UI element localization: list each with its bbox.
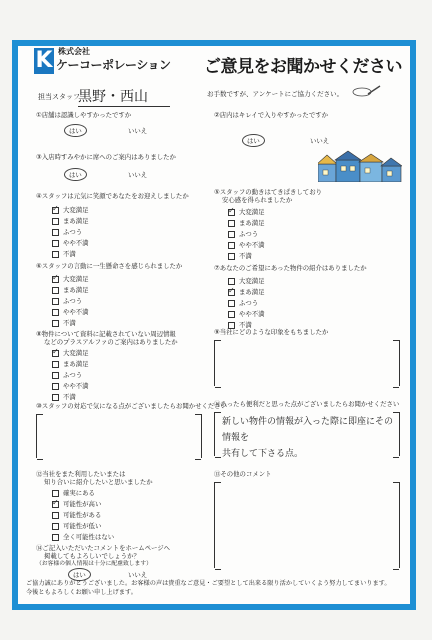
pen-icon — [352, 84, 382, 98]
checkbox-icon[interactable] — [228, 253, 235, 260]
checkbox-icon[interactable] — [228, 311, 235, 318]
checkbox-icon[interactable] — [228, 231, 235, 238]
company-logo: K — [35, 48, 53, 73]
checkbox-checked-icon[interactable] — [228, 289, 235, 296]
checkbox-icon[interactable] — [228, 300, 235, 307]
footer-text: ご協力誠にありがとうございました。お客様の声は貴重なご意見・ご要望として出来る限り活かしていくよう努力してまいります。 今後ともよろしくお願い申し上げます。 — [26, 580, 391, 596]
q4-option[interactable]: やや不満 — [52, 238, 89, 249]
q5-option[interactable]: ✓大変満足 — [228, 207, 265, 218]
q12-option[interactable]: ✓可能性が高い — [52, 499, 114, 510]
checkbox-checked-icon[interactable] — [52, 501, 59, 508]
question-3: ③入店時すみやかに席へのご案内はありましたか — [36, 153, 176, 161]
question-13: ⑬その他のコメント — [214, 470, 272, 478]
q7-option[interactable]: 不満 — [228, 320, 265, 331]
q8-options — [52, 348, 89, 403]
q3-yes[interactable]: はい — [64, 168, 87, 181]
q1-yes[interactable]: はい — [64, 124, 87, 137]
q2-yes[interactable]: はい — [242, 134, 265, 147]
q4-option[interactable]: ふつう — [52, 227, 89, 238]
q5-option[interactable]: ふつう — [228, 229, 265, 240]
q5-options — [228, 207, 265, 262]
q7-option[interactable]: やや不満 — [228, 309, 265, 320]
q12-option[interactable]: 可能性がある — [52, 510, 114, 521]
q9-answer-box[interactable] — [214, 340, 400, 386]
intro-text: お手数ですが、アンケートにご協力ください。 — [207, 90, 344, 98]
q12-option[interactable]: 全く可能性はない — [52, 532, 114, 543]
q7-option[interactable]: ✓まあ満足 — [228, 287, 265, 298]
question-14: ⑭ご記入いただいたコメントをホームページへ 掲載してもよろしいでしょうか？ （お客様の個人情報は十分に配慮致します） — [36, 544, 171, 568]
question-7: ⑦あなたのご希望にあった物件の紹介はありましたか — [214, 264, 367, 272]
checkbox-checked-icon[interactable] — [52, 276, 59, 283]
checkbox-icon[interactable] — [52, 287, 59, 294]
checkbox-icon[interactable] — [52, 298, 59, 305]
q8-option[interactable]: やや不満 — [52, 381, 89, 392]
company-prefix: 株式会社 — [58, 47, 90, 56]
q10-answer-box[interactable] — [36, 414, 202, 458]
q6-option[interactable]: ✓大変満足 — [52, 274, 89, 285]
question-2: ②店内はキレイで入りやすかったですか — [214, 111, 328, 119]
checkbox-icon[interactable] — [228, 242, 235, 249]
q8-option[interactable]: ふつう — [52, 370, 89, 381]
checkbox-icon[interactable] — [52, 320, 59, 327]
q12-option[interactable]: 可能性が低い — [52, 521, 114, 532]
checkbox-icon[interactable] — [52, 394, 59, 401]
checkbox-icon[interactable] — [52, 251, 59, 258]
q13-answer-box[interactable] — [214, 482, 400, 568]
q6-option[interactable]: ふつう — [52, 296, 89, 307]
q7-option[interactable]: 大変満足 — [228, 276, 265, 287]
q7-option[interactable]: ふつう — [228, 298, 265, 309]
q2-no[interactable]: いいえ — [310, 137, 330, 145]
q4-option[interactable]: まあ満足 — [52, 216, 89, 227]
q14-no[interactable]: いいえ — [128, 571, 148, 579]
q8-option[interactable]: ✓大変満足 — [52, 348, 89, 359]
q1-no[interactable]: いいえ — [128, 127, 148, 135]
checkbox-checked-icon[interactable] — [52, 350, 59, 357]
checkbox-icon[interactable] — [52, 309, 59, 316]
checkbox-icon[interactable] — [52, 534, 59, 541]
q6-options — [52, 274, 89, 329]
checkbox-icon[interactable] — [52, 372, 59, 379]
checkbox-checked-icon[interactable] — [228, 209, 235, 216]
question-6: ⑥スタッフの言動に一生懸命さを感じられましたか — [36, 262, 183, 270]
checkbox-icon[interactable] — [228, 220, 235, 227]
checkbox-icon[interactable] — [52, 490, 59, 497]
q4-options — [52, 205, 89, 260]
question-11: ⑪あったら便利だと思った点がございましたらお聞かせください — [214, 400, 400, 408]
q4-option[interactable]: ✓大変満足 — [52, 205, 89, 216]
page-title: ご意見をお聞かせください — [204, 57, 402, 77]
q11-answer-text: 新しい物件の情報が入った際に即座にその情報を 共有して下さる点。 — [222, 417, 394, 459]
q7-options — [228, 276, 265, 331]
company-name: ケーコーポレーション — [56, 58, 171, 72]
q12-options — [52, 488, 114, 543]
question-9: ⑨当社にどのような印象をもちましたか — [214, 328, 329, 336]
q5-option[interactable]: やや不満 — [228, 240, 265, 251]
checkbox-icon[interactable] — [52, 229, 59, 236]
checkbox-icon[interactable] — [52, 218, 59, 225]
checkbox-icon[interactable] — [52, 361, 59, 368]
staff-label: 担当スタッフ — [38, 93, 80, 101]
q6-option[interactable]: 不満 — [52, 318, 89, 329]
question-10: ⑩スタッフの対応で気になる点がございましたらお聞かせください — [36, 402, 228, 410]
q14-yes[interactable]: はい — [68, 568, 91, 581]
checkbox-icon[interactable] — [52, 512, 59, 519]
checkbox-icon[interactable] — [52, 240, 59, 247]
q8-option[interactable]: まあ満足 — [52, 359, 89, 370]
q6-option[interactable]: やや不満 — [52, 307, 89, 318]
q8-option[interactable]: 不満 — [52, 392, 89, 403]
q3-no[interactable]: いいえ — [128, 171, 148, 179]
q6-option[interactable]: まあ満足 — [52, 285, 89, 296]
question-12: ⑫当社をまた利用したいまたは 知り合いに紹介したいと思いましたか — [36, 470, 153, 487]
question-4: ④スタッフは元気に笑顔であなたをお迎えしましたか — [36, 192, 189, 200]
q5-option[interactable]: まあ満足 — [228, 218, 265, 229]
checkbox-icon[interactable] — [52, 523, 59, 530]
houses-illustration — [318, 150, 402, 182]
question-5: ⑤スタッフの動きはてきぱきしており 安心感を得られましたか — [214, 188, 322, 205]
q12-option[interactable]: 確実にある — [52, 488, 114, 499]
staff-value[interactable]: 黒野・西山 — [78, 86, 170, 107]
checkbox-checked-icon[interactable] — [52, 207, 59, 214]
q5-option[interactable]: 不満 — [228, 251, 265, 262]
q4-option[interactable]: 不満 — [52, 249, 89, 260]
checkbox-icon[interactable] — [52, 383, 59, 390]
question-1: ①店舗は認識しやすかったですか — [36, 111, 132, 119]
checkbox-icon[interactable] — [228, 278, 235, 285]
question-8: ⑧物件について資料に記載されていない周辺情報 などのプラスアルファのご案内はありましたか — [36, 330, 178, 347]
